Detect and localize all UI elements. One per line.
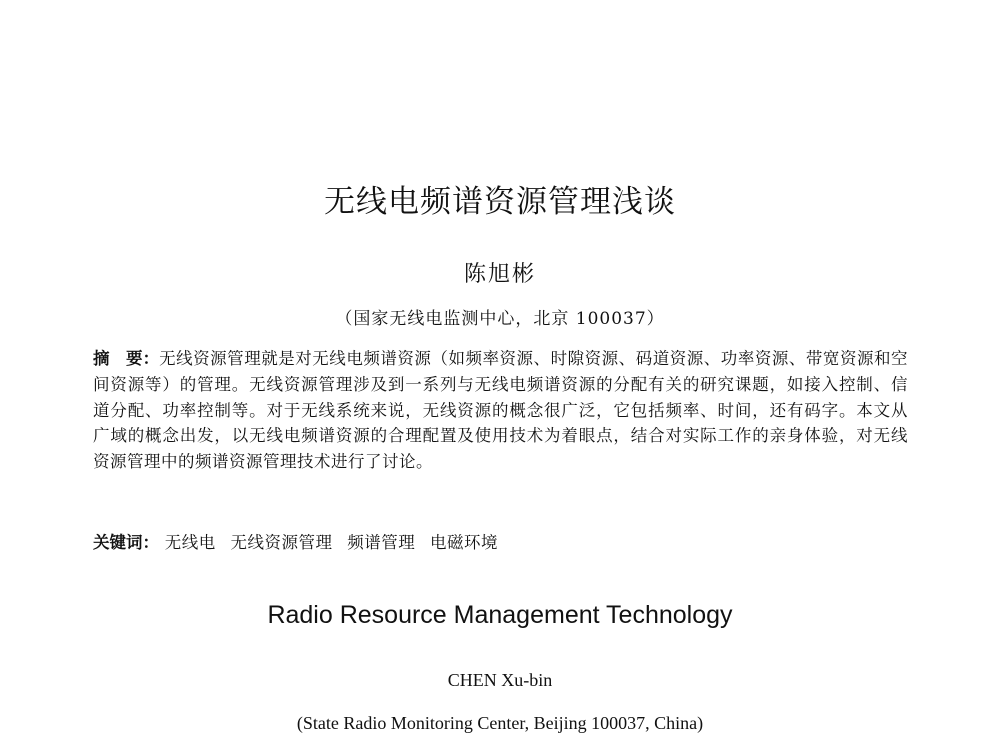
paper-title-cn: 无线电频谱资源管理浅谈	[324, 184, 676, 220]
abstract-label: 摘 要：	[93, 349, 160, 368]
affiliation-cn: （国家无线电监测中心，北京 100037）	[335, 309, 665, 329]
abstract-cn	[93, 346, 908, 475]
paper-title-en: Radio Resource Management Technology	[267, 601, 733, 629]
keyword-item: 电磁环境	[430, 533, 498, 552]
author-name-en: CHEN Xu-bin	[447, 670, 553, 690]
keyword-item: 无线电	[164, 533, 216, 552]
keyword-item: 无线资源管理	[230, 533, 333, 552]
keyword-item: 频谱管理	[347, 533, 416, 552]
keywords-cn	[93, 530, 908, 556]
abstract-text: 无线资源管理就是对无线电频谱资源（如频率资源、时隙资源、码道资源、功率资源、带宽资源和空间资源等）的管理。无线资源管理涉及到一系列与无线电频谱资源的分配有关的研究课题，如接入控制、信道分配、功率控制等。对于无线系统来说，无线资源的概念很广泛，它包括频率、时间，还有码字。本文从广域的概念出发，以无线电频谱资源的合理配置及使用技术为着眼点，结合对实际工作的亲身体验，对无线资源管理中的频谱资源管理技术进行了讨论。	[93, 349, 909, 472]
keywords-label: 关键词：	[93, 533, 159, 552]
affiliation-en: (State Radio Monitoring Center, Beijing 100037, China)	[296, 713, 704, 733]
author-name-cn: 陈旭彬	[463, 262, 536, 287]
